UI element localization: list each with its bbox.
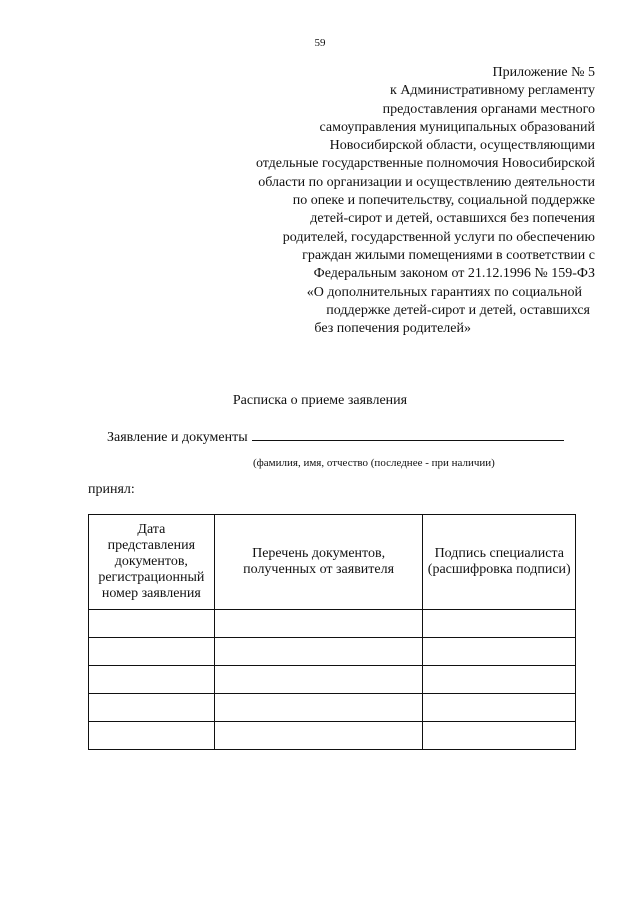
appendix-line: Приложение № 5 xyxy=(492,65,595,80)
applicant-name-line xyxy=(252,426,564,441)
table-cell xyxy=(89,722,215,750)
header-documents-list: Перечень документов, полученных от заявителя xyxy=(214,515,423,610)
table-cell xyxy=(89,694,215,722)
table-cell xyxy=(423,638,576,666)
appendix-line: Новосибирской области, осуществляющими xyxy=(329,138,595,154)
table-cell xyxy=(423,694,576,722)
appendix-line: без попечения родителей» xyxy=(314,321,471,337)
table-row xyxy=(89,638,576,666)
appendix-line: предоставления органами местного xyxy=(382,101,595,117)
document-title: Расписка о приеме заявления xyxy=(232,393,408,408)
table-cell xyxy=(423,666,576,694)
appendix-line: Федеральным законом от 21.12.1996 № 159-ФЗ xyxy=(313,266,595,282)
table-cell xyxy=(214,638,423,666)
appendix-block xyxy=(195,64,595,338)
statement-label: Заявление и документы xyxy=(107,430,248,445)
table-cell xyxy=(423,610,576,638)
appendix-line: области по организации и осуществлению деятельности xyxy=(258,174,595,190)
appendix-line: «О дополнительных гарантиях по социальной xyxy=(306,284,582,300)
appendix-line: по опеке и попечительству, социальной поддержке xyxy=(292,193,595,209)
table-row xyxy=(89,610,576,638)
table-cell xyxy=(214,666,423,694)
table-cell xyxy=(214,610,423,638)
table-cell xyxy=(89,610,215,638)
statement-row xyxy=(107,426,564,446)
appendix-line: родителей, государственной услуги по обеспечению xyxy=(282,229,595,245)
table-row xyxy=(89,666,576,694)
appendix-line: отдельные государственные полномочия Новосибирской xyxy=(255,156,595,172)
table-cell xyxy=(214,722,423,750)
table-header-row xyxy=(89,515,576,610)
appendix-line: детей-сирот и детей, оставшихся без попечения xyxy=(310,211,595,227)
table-row xyxy=(89,722,576,750)
appendix-line: самоуправления муниципальных образований xyxy=(319,119,595,135)
appendix-line: к Административному регламенту xyxy=(390,83,595,99)
table-row xyxy=(89,694,576,722)
table-cell xyxy=(89,666,215,694)
appendix-line: граждан жилыми помещениями в соответствии с xyxy=(302,247,595,263)
table-cell xyxy=(214,694,423,722)
header-specialist-signature: Подпись специалиста (расшифровка подписи) xyxy=(423,515,576,610)
header-date-number: Дата представления документов, регистрационный номер заявления xyxy=(89,515,215,610)
accepted-label: принял: xyxy=(88,482,135,497)
receipt-table xyxy=(88,514,576,750)
table-cell xyxy=(423,722,576,750)
page-number: 59 xyxy=(314,37,326,49)
fio-hint: (фамилия, имя, отчество (последнее - при наличии) xyxy=(253,457,495,469)
appendix-line: поддержке детей-сирот и детей, оставшихся xyxy=(326,302,590,318)
table-cell xyxy=(89,638,215,666)
